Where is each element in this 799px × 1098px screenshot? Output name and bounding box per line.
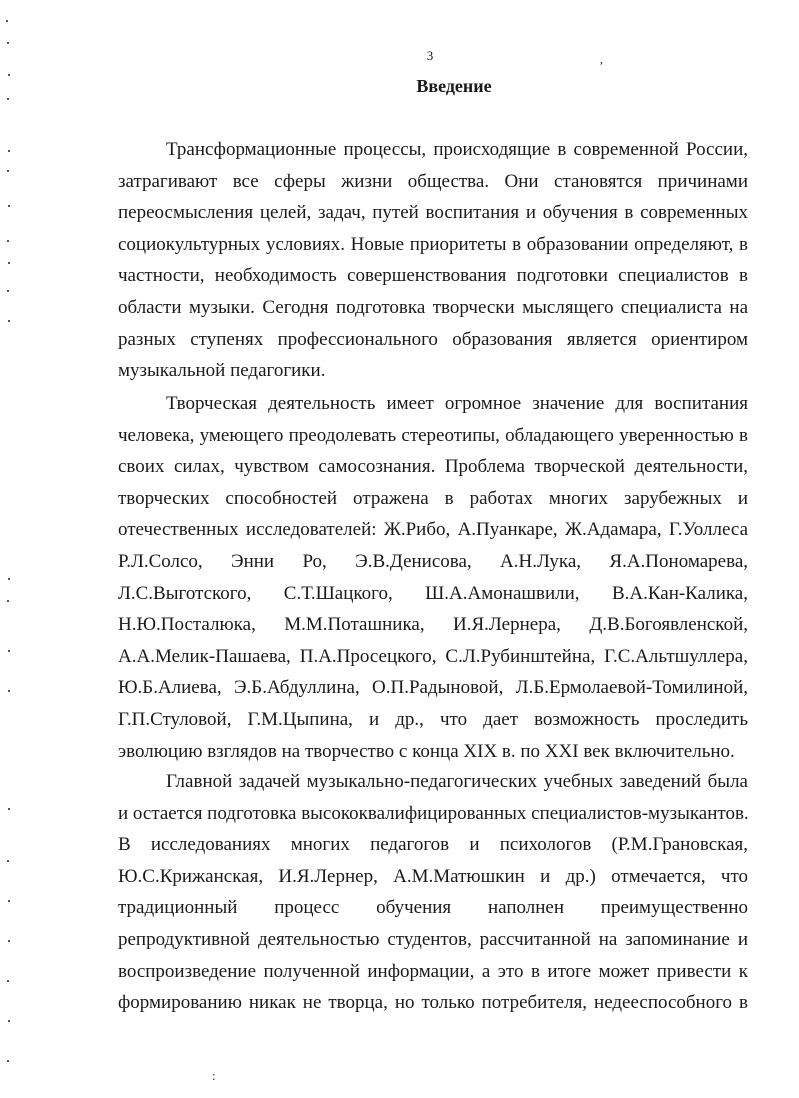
paragraph-3 (118, 766, 748, 1019)
paragraph-line: отечественных исследователей: Ж.Рибо, А.Пуанкаре, Ж.Адамара, Г.Уоллеса (118, 519, 748, 541)
paragraph-line: разных ступенях профессионального образования является ориентиром (118, 328, 748, 350)
paragraph-line: музыкальной педагогики. (118, 360, 326, 382)
paragraph-1 (118, 134, 748, 387)
page-number: 3 (426, 48, 434, 63)
section-title: Введение (416, 76, 492, 96)
paragraph-line: формированию никак не творца, но только потребителя, недееспособного в (118, 992, 748, 1014)
paragraph-line: и остается подготовка высококвалифицированных специалистов-музыкантов. (118, 802, 749, 824)
paragraph-line: затрагивают все сферы жизни общества. Они становятся причинами (118, 170, 748, 192)
paragraph-line: своих силах, чувством самосознания. Проблема творческой деятельности, (118, 456, 748, 478)
paragraph-line: воспроизведение полученной информации, а это в итоге может привести к (118, 960, 748, 982)
paragraph-line: А.А.Мелик-Пашаева, П.А.Просецкого, С.Л.Рубинштейна, Г.С.Альтшуллера, (118, 645, 748, 667)
paragraph-line: эволюцию взглядов на творчество с конца XIX в. по XXI век включительно. (118, 740, 735, 762)
scan-edge-noise (2, 0, 18, 1098)
paragraph-line: творческих способностей отражена в работах многих зарубежных и (118, 487, 748, 509)
paragraph-line: В исследованиях многих педагогов и психологов (Р.М.Грановская, (118, 834, 748, 856)
paragraph-line: человека, умеющего преодолевать стереотипы, обладающего уверенностью в (118, 424, 748, 446)
paragraph-line: Н.Ю.Посталюка, М.М.Поташника, И.Я.Лернера, Д.В.Богоявленской, (118, 614, 748, 636)
paragraph-line: Л.С.Выготского, С.Т.Шацкого, Ш.А.Амонашвили, В.А.Кан-Калика, (118, 582, 748, 604)
stray-mark: , (600, 52, 603, 66)
paragraph-line: частности, необходимость совершенствования подготовки специалистов в (118, 265, 748, 287)
paragraph-line: Ю.С.Крижанская, И.Я.Лернер, А.М.Матюшкин и др.) отмечается, что (118, 865, 748, 887)
paragraph-line: Трансформационные процессы, происходящие в современной России, (166, 139, 748, 160)
paragraph-line: социокультурных условиях. Новые приоритеты в образовании определяют, в (118, 233, 748, 255)
paragraph-line: Творческая деятельность имеет огромное значение для воспитания (166, 393, 748, 414)
paragraph-line: Главной задачей музыкально-педагогических учебных заведений была (166, 771, 748, 792)
paragraph-line: репродуктивной деятельностью студентов, рассчитанной на запоминание и (118, 928, 748, 950)
stray-mark: : (212, 1068, 216, 1083)
paragraph-line: области музыки. Сегодня подготовка творчески мыслящего специалиста на (118, 296, 748, 318)
paragraph-line: Ю.Б.Алиева, Э.Б.Абдуллина, О.П.Радыновой, Л.Б.Ермолаевой-Томилиной, (118, 677, 748, 699)
paragraph-line: традиционный процесс обучения наполнен преимущественно (118, 897, 748, 919)
paragraph-line: Р.Л.Солсо, Энни Ро, Э.В.Денисова, А.Н.Лука, Я.А.Пономарева, (118, 550, 748, 572)
paragraph-2 (118, 388, 748, 767)
paragraph-line: переосмысления целей, задач, путей воспитания и обучения в современных (118, 202, 748, 224)
paragraph-line: Г.П.Стуловой, Г.М.Цыпина, и др., что дает возможность проследить (118, 708, 748, 730)
